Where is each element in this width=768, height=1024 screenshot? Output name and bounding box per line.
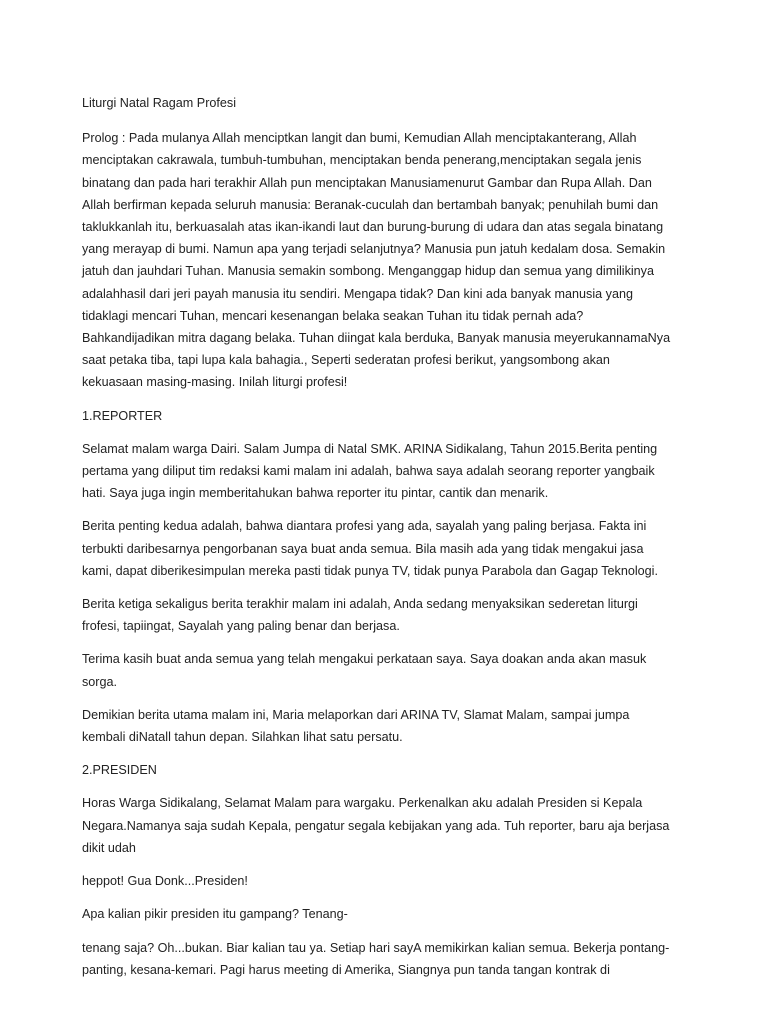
text-line: kami, dapat diberikesimpulan mereka pasti tidak punya TV, tidak punya Parabola dan Gagap Teknologi. [82,563,658,578]
paragraph [82,792,682,859]
paragraph [82,515,682,582]
text-line: adalahhasil dari jeri payah manusia itu sendiri. Mengapa tidak? Dan kini ada banyak manusia yang [82,286,633,301]
text-line: kekuasaan masing-masing. Inilah liturgi profesi! [82,375,348,390]
text-line: Berita penting kedua adalah, bahwa diantara profesi yang ada, sayalah yang paling berjasa. Fakta ini [82,519,647,534]
paragraph [82,127,682,393]
text-line: Demikian berita utama malam ini, Maria melaporkan dari ARINA TV, Slamat Malam, sampai jumpa [82,707,630,722]
paragraph [82,870,682,892]
text-line: binatang dan pada hari terakhir Allah pun menciptakan Manusiamenurut Gambar dan Rupa Allah. Dan [82,175,652,190]
text-line: pertama yang diliput tim redaksi kami malam ini adalah, bahwa saya adalah seorang reporter yangbaik [82,464,655,479]
text-line: Apa kalian pikir presiden itu gampang? Tenang- [82,907,348,922]
text-line: terbukti daribesarnya pengorbanan saya buat anda semua. Bila masih ada yang tidak mengakui jasa [82,541,644,556]
document-body [82,127,682,981]
text-line: hati. Saya juga ingin memberitahukan bahwa reporter itu pintar, cantik dan menarik. [82,486,549,501]
text-line: tenang saja? Oh...bukan. Biar kalian tau ya. Setiap hari sayA memikirkan kalian semua. Bekerja pontang- [82,940,670,955]
paragraph [82,937,682,981]
text-line: 1.REPORTER [82,408,163,423]
text-line: kembali diNatall tahun depan. Silahkan lihat satu persatu. [82,730,403,745]
text-line: Terima kasih buat anda semua yang telah mengakui perkataan saya. Saya doakan anda akan masuk [82,652,647,667]
document-title: Liturgi Natal Ragam Profesi [82,96,236,110]
paragraph [82,593,682,637]
text-line: Prolog : Pada mulanya Allah menciptkan langit dan bumi, Kemudian Allah menciptakanterang, Allah [82,131,637,146]
text-line: jatuh dan jauhdari Tuhan. Manusia semakin sombong. Menganggap hidup dan semua yang dimilikinya [82,264,654,279]
text-line: menciptakan cakrawala, tumbuh-tumbuhan, menciptakan benda penerang,menciptakan segala jenis [82,153,642,168]
document-page [82,92,682,992]
text-line: sorga. [82,674,118,689]
text-line: yang merayap di bumi. Namun apa yang terjadi selanjutnya? Manusia pun jatuh kedalam dosa. Semakin [82,242,666,257]
paragraph [82,648,682,692]
text-line: Negara.Namanya saja sudah Kepala, pengatur segala kebijakan yang ada. Tuh reporter, baru aja berjasa [82,818,670,833]
text-line: Horas Warga Sidikalang, Selamat Malam para wargaku. Perkenalkan aku adalah Presiden si Kepala [82,796,643,811]
text-line: Allah berfirman kepada seluruh manusia: Beranak-cuculah dan bertambah banyak; penuhilah bumi dan [82,197,659,212]
paragraph [82,903,682,925]
text-line: frofesi, tapiingat, Sayalah yang paling benar dan berjasa. [82,619,400,634]
text-line: taklukkanlah itu, berkuasalah atas ikan-ikandi laut dan burung-burung di udara dan atas segala binatang [82,220,664,235]
text-line: Berita ketiga sekaligus berita terakhir malam ini adalah, Anda sedang menyaksikan sederetan liturgi [82,597,638,612]
text-line: heppot! Gua Donk...Presiden! [82,874,248,889]
text-line: panting, kesana-kemari. Pagi harus meeting di Amerika, Siangnya pun tanda tangan kontrak di [82,962,610,977]
section-heading [82,405,682,427]
text-line: 2.PRESIDEN [82,763,157,778]
text-line: Bahkandijadikan mitra dagang belaka. Tuhan diingat kala berduka, Banyak manusia meyerukannamaNya [82,331,671,346]
text-line: dikit udah [82,840,136,855]
paragraph [82,704,682,748]
text-line: tidaklagi mencari Tuhan, mencari kesenangan belaka seakan Tuhan itu tidak pernah ada? [82,308,584,323]
section-heading [82,759,682,781]
paragraph [82,438,682,505]
text-line: Selamat malam warga Dairi. Salam Jumpa di Natal SMK. ARINA Sidikalang, Tahun 2015.Berita penting [82,441,658,456]
text-line: saat petaka tiba, tapi lupa kala bahagia., Seperti sederatan profesi berikut, yangsombong akan [82,353,610,368]
